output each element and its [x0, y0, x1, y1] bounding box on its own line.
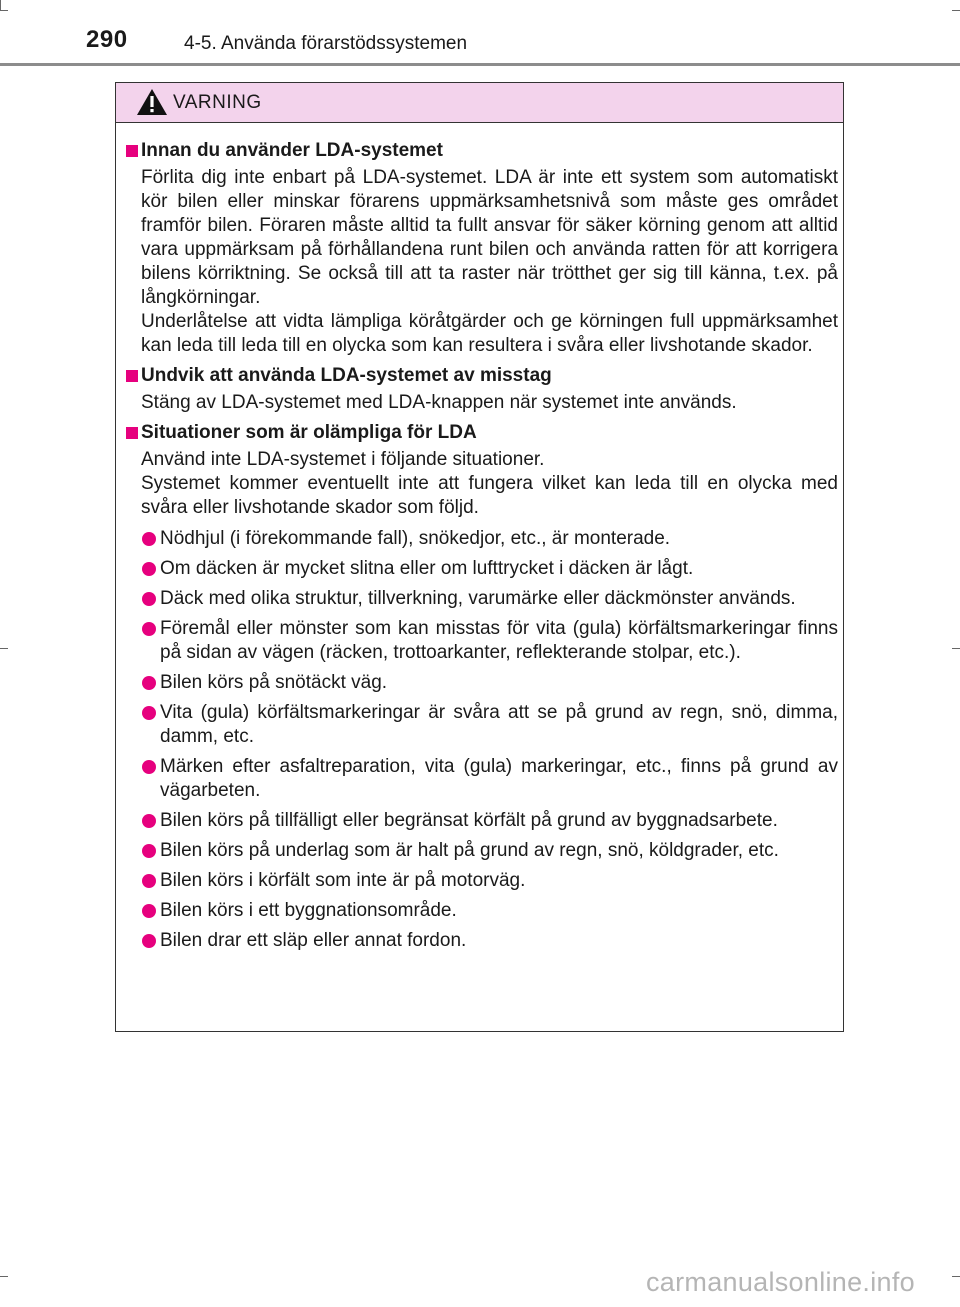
section-heading	[124, 139, 838, 163]
warning-label: VARNING	[173, 92, 262, 113]
list-item-text: Bilen drar ett släp eller annat fordon.	[160, 930, 467, 951]
list-item	[124, 617, 838, 665]
list-item	[124, 527, 838, 551]
list-item-text: Märken efter asfaltreparation, vita (gula) markeringar, etc., finns på grund av vägarbeten.	[160, 756, 838, 801]
square-bullet-icon	[126, 370, 138, 382]
list-item	[124, 809, 838, 833]
list-item-text: Vita (gula) körfältsmarkeringar är svåra att se på grund av regn, snö, dimma, damm, etc.	[160, 702, 838, 747]
list-item-text: Bilen körs i körfält som inte är på motorväg.	[160, 870, 526, 891]
list-item	[124, 839, 838, 863]
warning-content	[124, 139, 838, 959]
section-heading	[124, 364, 838, 388]
list-item	[124, 929, 838, 953]
crop-mark	[952, 1276, 960, 1277]
round-bullet-icon	[142, 676, 156, 690]
round-bullet-icon	[142, 562, 156, 576]
paragraph: Använd inte LDA-systemet i följande situationer.	[141, 449, 545, 470]
section-heading-text: Innan du använder LDA-systemet	[141, 140, 443, 161]
section-heading-text: Situationer som är olämpliga för LDA	[141, 422, 477, 443]
list-item-text: Nödhjul (i förekommande fall), snökedjor, etc., är monterade.	[160, 528, 671, 549]
list-item-text: Bilen körs i ett byggnationsområde.	[160, 900, 457, 921]
square-bullet-icon	[126, 427, 138, 439]
round-bullet-icon	[142, 844, 156, 858]
round-bullet-icon	[142, 904, 156, 918]
page-number: 290	[86, 26, 128, 53]
warning-box	[115, 82, 844, 1032]
paragraph: Systemet kommer eventuellt inte att fungera vilket kan leda till en olycka med svåra eller livshotande skador som följd.	[141, 473, 838, 518]
round-bullet-icon	[142, 592, 156, 606]
section-heading	[124, 421, 838, 445]
warning-triangle-icon	[136, 88, 168, 116]
list-item	[124, 587, 838, 611]
list-item-text: Om däcken är mycket slitna eller om lufttrycket i däcken är lågt.	[160, 558, 694, 579]
list-item-text: Föremål eller mönster som kan misstas för vita (gula) körfältsmarkeringar finns på sidan av vägen (räcken, trottoarkanter, reflekterande stolpar, etc.).	[160, 618, 838, 663]
watermark: carmanualsonline.info	[646, 1267, 915, 1297]
round-bullet-icon	[142, 934, 156, 948]
list-item	[124, 899, 838, 923]
situation-list	[124, 527, 838, 953]
crop-mark	[0, 648, 8, 649]
paragraph: Förlita dig inte enbart på LDA-systemet. LDA är inte ett system som automatiskt kör bilen eller minskar förarens uppmärksamhetsnivå som måste ges området framför bilen. Föraren måste alltid ta fullt ansvar för säker körning genom att alltid vara uppmärksam på förhållandena runt bilen och använda ratten för att korrigera bilens körriktning. Se också till att ta raster när trötthet ger sig till känna, t.ex. på långkörningar.	[141, 167, 838, 308]
list-item	[124, 557, 838, 581]
header-rule	[0, 63, 960, 66]
crop-mark	[0, 1276, 8, 1277]
crop-mark	[952, 648, 960, 649]
list-item-text: Bilen körs på tillfälligt eller begränsat körfält på grund av byggnadsarbete.	[160, 810, 778, 831]
round-bullet-icon	[142, 760, 156, 774]
round-bullet-icon	[142, 706, 156, 720]
round-bullet-icon	[142, 874, 156, 888]
section-title: 4-5. Använda förarstödssystemen	[184, 33, 468, 54]
paragraph: Underlåtelse att vidta lämpliga köråtgärder och ge körningen full uppmärksamhet kan leda till leda till en olycka som kan resultera i svåra eller livshotande skador.	[141, 311, 838, 356]
list-item-text: Bilen körs på snötäckt väg.	[160, 672, 388, 693]
list-item-text: Däck med olika struktur, tillverkning, varumärke eller däckmönster används.	[160, 588, 796, 609]
page-header	[0, 0, 960, 68]
round-bullet-icon	[142, 532, 156, 546]
square-bullet-icon	[126, 145, 138, 157]
round-bullet-icon	[142, 814, 156, 828]
list-item	[124, 671, 838, 695]
list-item-text: Bilen körs på underlag som är halt på grund av regn, snö, köldgrader, etc.	[160, 840, 779, 861]
list-item	[124, 701, 838, 749]
warning-header	[116, 83, 843, 123]
round-bullet-icon	[142, 622, 156, 636]
list-item	[124, 755, 838, 803]
paragraph: Stäng av LDA-systemet med LDA-knappen när systemet inte används.	[141, 392, 737, 413]
section-heading-text: Undvik att använda LDA-systemet av misstag	[141, 365, 552, 386]
list-item	[124, 869, 838, 893]
